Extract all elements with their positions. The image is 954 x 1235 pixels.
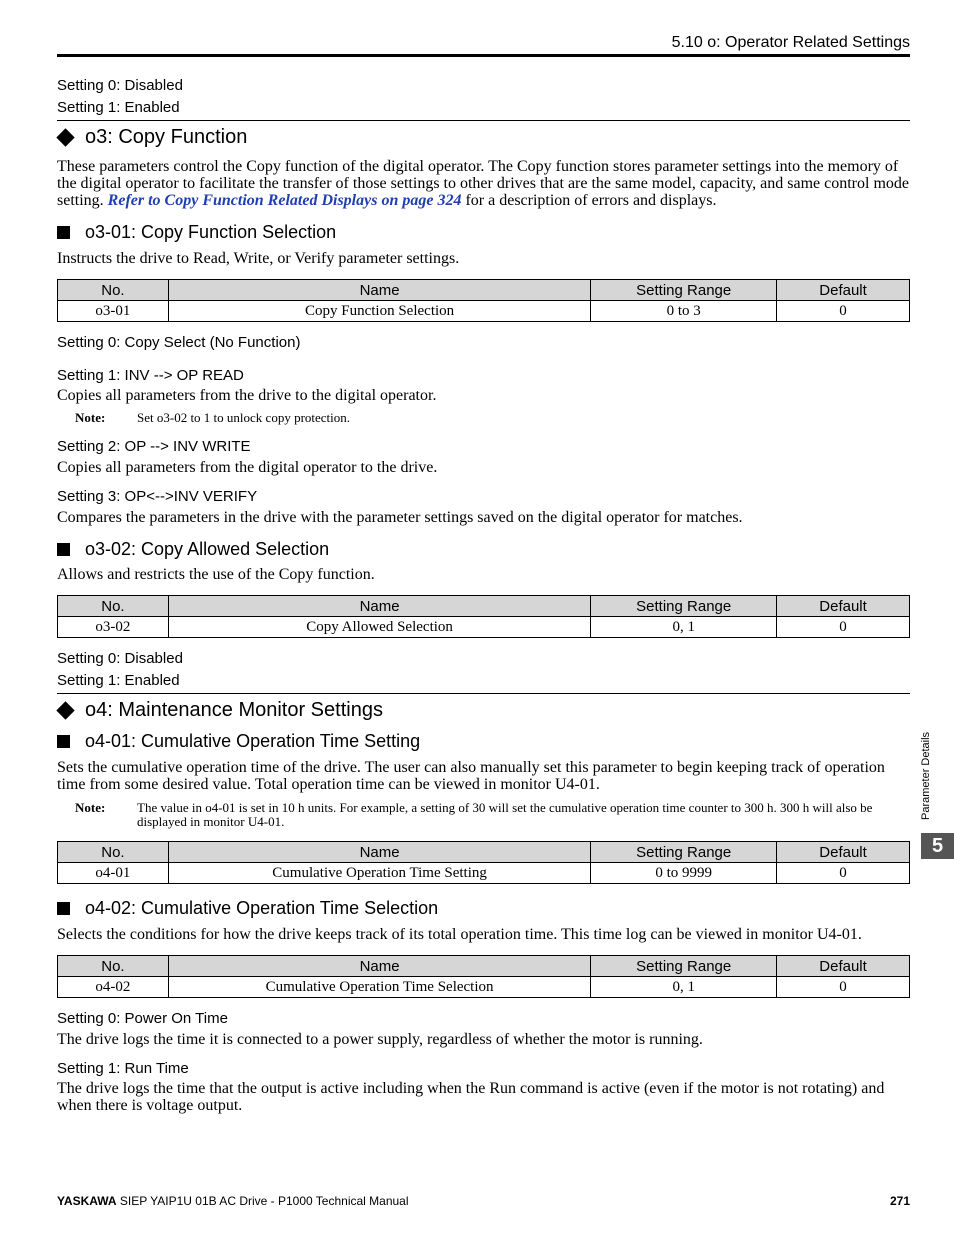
cell-name: Cumulative Operation Time Setting <box>168 863 590 884</box>
o3-heading <box>57 126 247 149</box>
side-tab-label <box>920 725 940 820</box>
footer-manual-title <box>57 1194 409 1208</box>
col-header-name: Name <box>168 596 590 617</box>
note-text: The value in o4-01 is set in 10 h units. For example, a setting of 30 will set the cumulative operation time counter to 300 h. 300 h will also be displayed in monitor U4-01. <box>137 800 873 829</box>
col-header-range: Setting Range <box>591 956 777 977</box>
o4-01-heading-text: o4-01: Cumulative Operation Time Setting <box>85 731 421 751</box>
square-bullet-icon <box>57 735 70 748</box>
setting-1-enabled: Setting 1: Enabled <box>57 99 180 116</box>
table-row <box>58 301 910 322</box>
col-header-name: Name <box>168 956 590 977</box>
cell-default: 0 <box>777 977 910 998</box>
side-tab-label-text: Parameter Details <box>920 731 932 820</box>
o3-01-note <box>75 411 910 425</box>
o4-02-heading-text: o4-02: Cumulative Operation Time Selection <box>85 898 439 918</box>
table-header-row <box>58 956 910 977</box>
footer-brand: YASKAWA <box>57 1194 117 1208</box>
o4-heading <box>57 699 383 722</box>
note-text: Set o3-02 to 1 to unlock copy protection. <box>137 410 351 425</box>
note-label: Note: <box>75 800 106 815</box>
col-header-default: Default <box>777 842 910 863</box>
setting-0-disabled: Setting 0: Disabled <box>57 77 183 94</box>
col-header-no: No. <box>58 956 169 977</box>
cell-default: 0 <box>777 301 910 322</box>
o4-02-setting-0: Setting 0: Power On Time <box>57 1010 228 1027</box>
table-row <box>58 617 910 638</box>
o3-02-setting-1: Setting 1: Enabled <box>57 672 180 689</box>
copy-function-displays-link[interactable]: Refer to Copy Function Related Displays on page 324 <box>107 192 462 209</box>
o3-01-setting-3-desc: Compares the parameters in the drive with the parameter settings saved on the digital operator for matches. <box>57 509 743 526</box>
table-header-row <box>58 842 910 863</box>
chapter-number: 5 <box>931 834 944 857</box>
o3-01-setting-0: Setting 0: Copy Select (No Function) <box>57 334 301 351</box>
square-bullet-icon <box>57 543 70 556</box>
o4-01-note <box>75 801 910 829</box>
o3-02-setting-0: Setting 0: Disabled <box>57 650 183 667</box>
o3-02-table <box>57 595 910 638</box>
o3-intro-text-1: These parameters control the Copy function of the digital operator. The Copy function stores parameter settings into the memory of the digital operator to facilitate the transfer of those settings to other drives that are the same model, capacity, and same control mode setting. <box>57 158 909 209</box>
o4-01-heading <box>57 731 420 752</box>
square-bullet-icon <box>57 902 70 915</box>
col-header-range: Setting Range <box>591 842 777 863</box>
o3-01-heading <box>57 222 336 243</box>
chapter-tab[interactable] <box>921 833 954 859</box>
o3-01-heading-text: o3-01: Copy Function Selection <box>85 222 337 242</box>
o3-01-table <box>57 279 910 322</box>
o3-01-setting-1-desc: Copies all parameters from the drive to the digital operator. <box>57 387 437 404</box>
diamond-bullet-icon <box>56 128 74 146</box>
col-header-no: No. <box>58 280 169 301</box>
o3-intro-text-2: for a description of errors and displays. <box>461 192 717 209</box>
cell-range: 0 to 3 <box>591 301 777 322</box>
o3-01-setting-3: Setting 3: OP<-->INV VERIFY <box>57 488 258 505</box>
col-header-default: Default <box>777 596 910 617</box>
o4-02-setting-1-desc: The drive logs the time that the output is active including when the Run command is active (even if the motor is not rotating) and when there is voltage output. <box>57 1080 885 1114</box>
o3-02-heading-text: o3-02: Copy Allowed Selection <box>85 539 330 559</box>
o4-01-table <box>57 841 910 884</box>
diamond-bullet-icon <box>56 701 74 719</box>
col-header-no: No. <box>58 596 169 617</box>
header-rule <box>57 54 910 57</box>
cell-name: Cumulative Operation Time Selection <box>168 977 590 998</box>
cell-name: Copy Function Selection <box>168 301 590 322</box>
table-row <box>58 863 910 884</box>
cell-range: 0 to 9999 <box>591 863 777 884</box>
o3-01-setting-2: Setting 2: OP --> INV WRITE <box>57 438 251 455</box>
o3-01-description: Instructs the drive to Read, Write, or Verify parameter settings. <box>57 250 460 267</box>
table-header-row <box>58 280 910 301</box>
o4-02-heading <box>57 898 438 919</box>
section-divider <box>57 120 910 121</box>
col-header-name: Name <box>168 280 590 301</box>
o4-02-table <box>57 955 910 998</box>
col-header-range: Setting Range <box>591 280 777 301</box>
cell-no: o4-02 <box>58 977 169 998</box>
o4-02-setting-0-desc: The drive logs the time it is connected to a power supply, regardless of whether the motor is running. <box>57 1031 703 1048</box>
o4-02-description: Selects the conditions for how the drive keeps track of its total operation time. This time log can be viewed in monitor U4-01. <box>57 926 862 943</box>
col-header-name: Name <box>168 842 590 863</box>
footer-manual: SIEP YAIP1U 01B AC Drive - P1000 Technical Manual <box>116 1194 409 1208</box>
col-header-range: Setting Range <box>591 596 777 617</box>
cell-no: o3-02 <box>58 617 169 638</box>
col-header-default: Default <box>777 280 910 301</box>
section-title: 5.10 o: Operator Related Settings <box>671 34 910 51</box>
section-divider <box>57 693 910 694</box>
o3-01-setting-2-desc: Copies all parameters from the digital operator to the drive. <box>57 459 438 476</box>
table-header-row <box>58 596 910 617</box>
col-header-no: No. <box>58 842 169 863</box>
note-label: Note: <box>75 410 106 425</box>
cell-default: 0 <box>777 617 910 638</box>
col-header-default: Default <box>777 956 910 977</box>
o4-01-description: Sets the cumulative operation time of the drive. The user can also manually set this parameter to begin keeping track of operation time from some desired value. Total operation time can be viewed in monitor U4-01. <box>57 759 885 793</box>
o3-01-setting-1: Setting 1: INV --> OP READ <box>57 367 244 384</box>
o3-02-description: Allows and restricts the use of the Copy function. <box>57 566 375 583</box>
cell-range: 0, 1 <box>591 977 777 998</box>
square-bullet-icon <box>57 226 70 239</box>
page-number: 271 <box>889 1194 910 1208</box>
cell-no: o3-01 <box>58 301 169 322</box>
o4-heading-text: o4: Maintenance Monitor Settings <box>85 699 383 721</box>
cell-no: o4-01 <box>58 863 169 884</box>
o3-heading-text: o3: Copy Function <box>85 126 248 148</box>
o4-02-setting-1: Setting 1: Run Time <box>57 1060 189 1077</box>
o3-02-heading <box>57 539 329 560</box>
o3-intro <box>57 158 910 209</box>
cell-default: 0 <box>777 863 910 884</box>
table-row <box>58 977 910 998</box>
cell-name: Copy Allowed Selection <box>168 617 590 638</box>
cell-range: 0, 1 <box>591 617 777 638</box>
